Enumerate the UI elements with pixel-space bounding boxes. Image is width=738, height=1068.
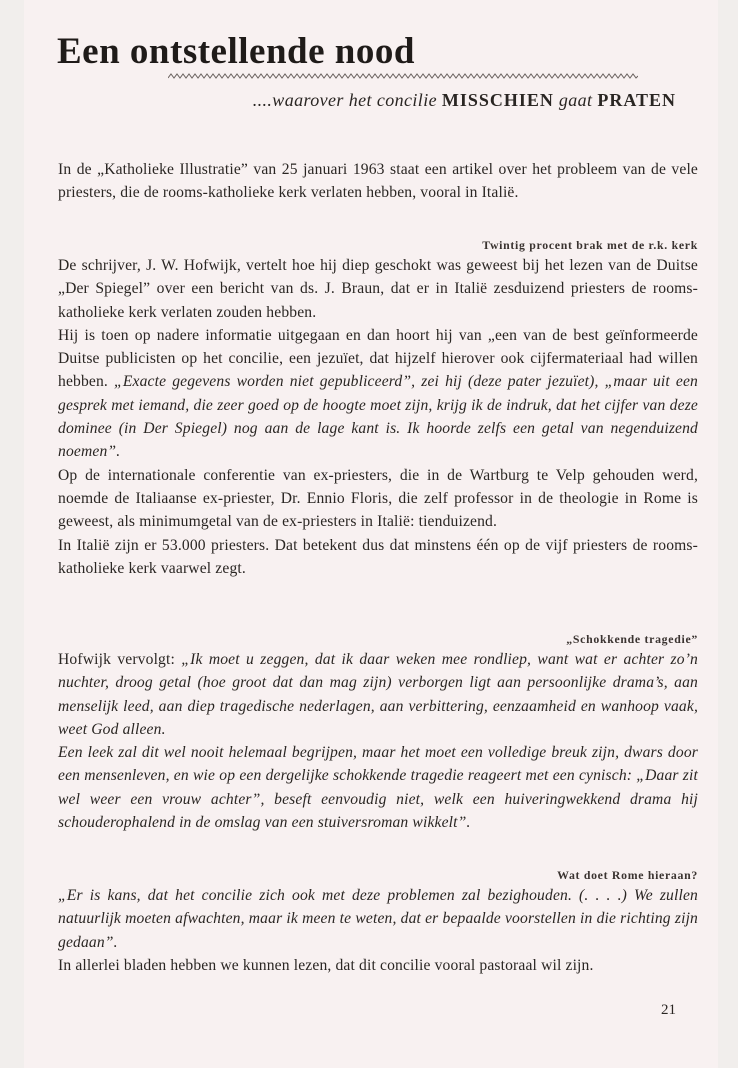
section2-paragraph-1-text: Hofwijk vervolgt: [58, 651, 182, 668]
section2-paragraph-1 [58, 648, 698, 741]
section-heading-schokkende-tragedie: „Schokkende tragedie” [566, 632, 698, 646]
article-title: Een ontstellende nood [57, 31, 415, 72]
subtitle-part1: ....waarover het concilie [252, 90, 442, 110]
section1-paragraph-2 [58, 324, 698, 464]
section3-paragraph-2: In allerlei bladen hebben we kunnen lezen, dat dit concilie vooral pastoraal wil zijn. [58, 956, 594, 974]
section3-paragraph-1: „Er is kans, dat het concilie zich ook met deze problemen zal bezighouden. (. . . .) We zullen natuurlijk moeten afwachten, maar ik meen te weten, dat er bepaalde voorstellen in die richting zijn gedaan”. [58, 887, 698, 951]
section-schokkende-tragedie [58, 630, 698, 834]
section1-paragraph-2-text: Hij is toen op nadere informatie uitgegaan en dan hoort hij van „een van de best geïnformeerde Duitse publicisten op het concilie, een jezuïet, dat hijzelf hierover ook cijfermateriaal had willen hebben. [58, 326, 698, 391]
section1-paragraph-2-quote: „Exacte gegevens worden niet gepubliceerd”, zei hij (deze pater jezuïet), „maar uit een gesprek met iemand, die zeer goed op de hoogte moet zijn, krijg ik de indruk, dat het cijfer van deze dominee (in Der Spiegel) nog aan de lage kant is. Ik hoorde zelfs een getal van negenduizend noemen”. [58, 373, 698, 461]
intro-block [58, 158, 698, 205]
page-number: 21 [661, 1002, 676, 1018]
section1-paragraph-3: Op de internationale conferentie van ex-priesters, die in de Wartburg te Velp gehouden werd, noemde de Italiaanse ex-priester, Dr. Ennio Floris, die zelf professor in de theologie in Rome is geweest, als minimumgetal van de ex-priesters in Italië: tienduizend. [58, 466, 698, 531]
article-subtitle [253, 90, 676, 111]
section2-paragraph-2: Een leek zal dit wel nooit helemaal begrijpen, maar het moet een volledige breuk zijn, dwars door een mensenleven, en wie op een dergelijke schokkende tragedie reageert met een cynisch: „Daar zit wel weer een vrouw achter”, beseft eenvoudig niet, welk een huiveringwekkend drama hij schouderophalend in de omslag van een stuiversroman wikkelt”. [58, 744, 698, 832]
section-wat-doet-rome [58, 866, 698, 977]
subtitle-part4: PRATEN [597, 90, 676, 110]
subtitle-part3: gaat [553, 90, 598, 110]
section-heading-twintig-procent: Twintig procent brak met de r.k. kerk [482, 238, 698, 252]
section2-paragraph-1-quote: „Ik moet u zeggen, dat ik daar weken mee rondliep, want wat er achter zo’n nuchter, droog getal (hoe groot dat dan mag zijn) verborgen ligt aan persoonlijke drama’s, aan menselijk leed, aan diep tragedische nederlagen, aan verbittering, eenzaamheid en wanhoop vaak, weet God alleen. [58, 651, 698, 738]
intro-paragraph: In de „Katholieke Illustratie” van 25 januari 1963 staat een artikel over het probleem van de vele priesters, die de rooms-katholieke kerk verlaten hebben, vooral in Italië. [58, 161, 698, 202]
section-heading-wat-doet-rome: Wat doet Rome hieraan? [557, 868, 698, 882]
section1-paragraph-4: In Italië zijn er 53.000 priesters. Dat betekent dus dat minstens één op de vijf priesters de rooms-katholieke kerk vaarwel zegt. [58, 536, 698, 577]
section1-paragraph-1: De schrijver, J. W. Hofwijk, vertelt hoe hij diep geschokt was geweest bij het lezen van de Duitse „Der Spiegel” over een bericht van ds. J. Braun, dat er in Italië zesduizend priesters de rooms-katholieke kerk verlaten zouden hebben. [58, 257, 698, 321]
section-twintig-procent [58, 236, 698, 580]
subtitle-part2: MISSCHIEN [441, 90, 554, 110]
decorative-zigzag-rule [168, 73, 638, 80]
document-page [24, 0, 718, 1068]
